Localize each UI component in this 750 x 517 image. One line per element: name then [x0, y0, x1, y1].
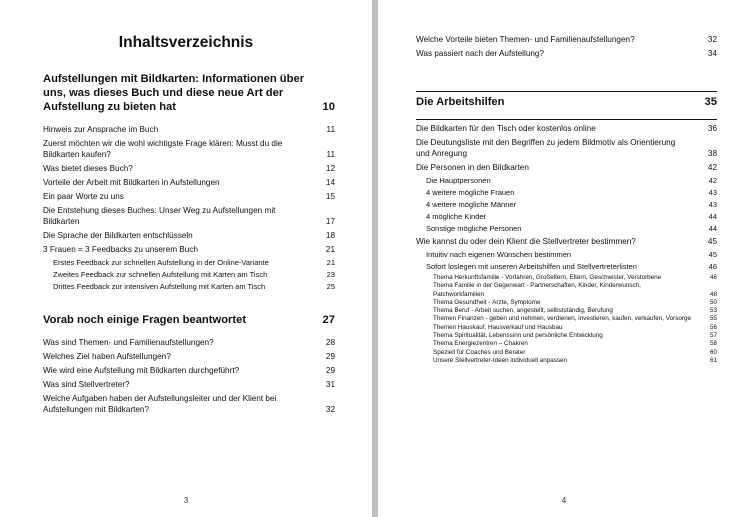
toc-entry-title: 3 Frauen = 3 Feedbacks zu unserem Buch ..... — [43, 244, 335, 255]
toc-entry-title: Die Arbeitshilfen ..... — [416, 95, 717, 109]
toc-page-number: 42 — [708, 176, 717, 185]
toc-entry[interactable] — [43, 393, 335, 415]
toc-page-number: 55 — [709, 315, 717, 323]
toc-entry-title: Vorab noch einige Fragen beantwortet ..... — [43, 313, 335, 327]
toc-entry-title: 4 weitere mögliche Männer ..... — [426, 200, 717, 210]
toc-entry-title: Die Bildkarten für den Tisch oder kostenlos online ..... — [416, 123, 717, 134]
toc-entry[interactable] — [426, 176, 717, 186]
toc-entry[interactable] — [43, 337, 335, 348]
toc-page-number: 28 — [325, 338, 335, 347]
toc-entry-title: Aufstellungen mit Bildkarten: Informationen über uns, was dieses Buch und diese neue Art der Aufstellung zu bieten hat ..... — [43, 72, 335, 114]
toc-entry[interactable] — [433, 274, 717, 282]
page-title: Inhaltsverzeichnis — [118, 34, 254, 51]
toc-page-number: 32 — [707, 35, 717, 44]
toc-page-number: 12 — [325, 164, 335, 173]
toc-page-number: 56 — [709, 323, 717, 331]
toc-entry[interactable] — [416, 236, 717, 247]
toc-page-number: 36 — [707, 124, 717, 133]
toc-page-number: 58 — [709, 340, 717, 348]
toc-entry-title: Was bietet dieses Buch? ..... — [43, 163, 335, 174]
toc-entry-title: Unsere Stellvertreter-Ideen individuell anpassen ..... — [433, 357, 717, 365]
toc-entry[interactable] — [433, 282, 717, 299]
toc-entry-title: Erstes Feedback zur schnellen Aufstellung in der Online-Variante ..... — [53, 258, 335, 268]
toc-entry-title: 4 weitere mögliche Frauen ..... — [426, 188, 717, 198]
toc-entry[interactable] — [43, 379, 335, 390]
toc-entry[interactable] — [43, 230, 335, 241]
page-number: 3 — [183, 496, 189, 505]
toc-entry[interactable] — [433, 324, 717, 332]
table-of-contents — [416, 34, 717, 365]
toc-entry[interactable] — [433, 315, 717, 323]
left-page — [0, 0, 372, 517]
toc-entry[interactable] — [43, 313, 335, 327]
toc-entry[interactable] — [433, 349, 717, 357]
toc-entry-title: Die Sprache der Bildkarten entschlüsseln ..... — [43, 230, 335, 241]
toc-entry[interactable] — [416, 34, 717, 45]
toc-page-number: 42 — [707, 163, 717, 172]
toc-entry[interactable] — [416, 95, 717, 109]
toc-entry-title: Welches Ziel haben Aufstellungen? ..... — [43, 351, 335, 362]
toc-entry[interactable] — [43, 124, 335, 135]
toc-entry-title: Was sind Themen- und Familienaufstellungen? ..... — [43, 337, 335, 348]
toc-entry[interactable] — [43, 163, 335, 174]
toc-entry-title: Die Personen in den Bildkarten ..... — [416, 162, 717, 173]
toc-entry-title: Vorteile der Arbeit mit Bildkarten in Aufstellungen ..... — [43, 177, 335, 188]
toc-entry-title: Drittes Feedback zur intensiven Aufstellung mit Karten am Tisch ..... — [53, 282, 335, 292]
toc-entry[interactable] — [416, 123, 717, 134]
toc-page-number: 57 — [709, 332, 717, 340]
toc-entry[interactable] — [433, 340, 717, 348]
toc-entry[interactable] — [433, 332, 717, 340]
table-of-contents — [43, 72, 335, 418]
toc-page-number: 32 — [325, 405, 335, 414]
toc-entry[interactable] — [416, 48, 717, 59]
toc-entry-title: Was sind Stellvertreter? ..... — [43, 379, 335, 390]
toc-entry-title: Was passiert nach der Aufstellung? ..... — [416, 48, 717, 59]
toc-entry[interactable] — [426, 262, 717, 272]
toc-entry-title: Die Entstehung dieses Buches: Unser Weg zu Aufstellungen mit Bildkarten ..... — [43, 205, 335, 227]
toc-entry-title: Speziell für Coaches und Berater ..... — [433, 349, 717, 357]
toc-entry-title: 4 mögliche Kinder ..... — [426, 212, 717, 222]
toc-page-number: 48 — [709, 290, 717, 298]
toc-entry[interactable] — [433, 307, 717, 315]
toc-entry[interactable] — [43, 244, 335, 255]
toc-entry[interactable] — [426, 250, 717, 260]
toc-page-number: 44 — [708, 212, 717, 221]
toc-page-number: 61 — [709, 356, 717, 364]
section-divider — [416, 91, 717, 92]
toc-entry[interactable] — [416, 137, 717, 159]
toc-entry-title: Thema Energiezentren – Chakren ..... — [433, 340, 717, 348]
toc-page-number: 15 — [325, 192, 335, 201]
toc-entry-title: Themen Finanzen - geben und nehmen, verdienen, investieren, kaufen, verkaufen, Vorsorge ..... — [433, 315, 717, 323]
toc-entry[interactable] — [43, 351, 335, 362]
toc-page-number: 43 — [708, 200, 717, 209]
toc-entry[interactable] — [416, 162, 717, 173]
toc-page-number: 18 — [325, 231, 335, 240]
toc-entry-title: Zuerst möchten wir die wohl wichtigste Frage klären: Musst du die Bildkarten kaufen? ..... — [43, 138, 335, 160]
toc-page-number: 35 — [704, 96, 717, 108]
toc-entry[interactable] — [43, 205, 335, 227]
toc-page-number: 11 — [326, 150, 335, 159]
toc-entry[interactable] — [426, 212, 717, 222]
toc-page-number: 60 — [709, 348, 717, 356]
toc-entry[interactable] — [43, 138, 335, 160]
toc-entry-title: Welche Aufgaben haben der Aufstellungsleiter und der Klient bei Aufstellungen mit Bildkarten? ..... — [43, 393, 335, 415]
toc-page-number: 11 — [326, 125, 335, 134]
toc-entry[interactable] — [43, 177, 335, 188]
toc-page-number: 46 — [708, 262, 717, 271]
section-divider — [416, 119, 717, 120]
toc-page-number: 34 — [707, 49, 717, 58]
toc-page-number: 27 — [322, 314, 335, 326]
toc-entry[interactable] — [53, 270, 335, 280]
toc-entry-title: Ein paar Worte zu uns ..... — [43, 191, 335, 202]
toc-entry-title: Sonstige mögliche Personen ..... — [426, 224, 717, 234]
page-number: 4 — [561, 496, 567, 505]
toc-entry-title: Thema Gesundheit - Ärzte, Symptome ..... — [433, 299, 717, 307]
toc-page-number: 45 — [707, 237, 717, 246]
toc-entry[interactable] — [426, 200, 717, 210]
toc-page-number: 14 — [325, 178, 335, 187]
toc-page-number: 25 — [326, 282, 335, 291]
toc-entry[interactable] — [53, 282, 335, 292]
toc-entry-title: Thema Familie in der Gegenwart - Partnerschaften, Kinder, Kinderwunsch, Patchworkfamilien ..... — [433, 282, 717, 299]
toc-entry[interactable] — [53, 258, 335, 268]
toc-entry[interactable] — [43, 365, 335, 376]
toc-entry-title: Sofort loslegen mit unseren Arbeitshilfen und Stellvertreterlisten ..... — [426, 262, 717, 272]
toc-entry-title: Die Deutungsliste mit den Begriffen zu jedem Bildmotiv als Orientierung und Anregung ..... — [416, 137, 717, 159]
toc-page-number: 53 — [709, 307, 717, 315]
toc-entry-title: Welche Vorteile bieten Themen- und Familienaufstellungen? ..... — [416, 34, 717, 45]
toc-page-number: 10 — [322, 101, 335, 113]
toc-page-number: 45 — [708, 250, 717, 259]
toc-page-number: 31 — [325, 380, 335, 389]
toc-page-number: 21 — [326, 258, 335, 267]
toc-page-number: 44 — [708, 224, 717, 233]
toc-entry-title: Thema Beruf - Arbeit suchen, angestellt, selbstständig, Berufung ..... — [433, 307, 717, 315]
toc-entry[interactable] — [426, 224, 717, 234]
toc-page-number: 38 — [707, 149, 717, 158]
toc-entry-title: Hinweis zur Ansprache im Buch ..... — [43, 124, 335, 135]
toc-page-number: 17 — [325, 217, 335, 226]
toc-entry[interactable] — [43, 72, 335, 114]
toc-entry-title: Wie kannst du oder dein Klient die Stellvertreter bestimmen? ..... — [416, 236, 717, 247]
toc-entry-title: Zweites Feedback zur schnellen Aufstellung mit Karten am Tisch ..... — [53, 270, 335, 280]
toc-entry-title: Themen Hauskauf, Hausverkauf und Hausbau ..... — [433, 324, 717, 332]
toc-entry[interactable] — [433, 299, 717, 307]
toc-entry-title: Wie wird eine Aufstellung mit Bildkarten durchgeführt? ..... — [43, 365, 335, 376]
toc-page-number: 50 — [709, 298, 717, 306]
toc-page-number: 29 — [325, 366, 335, 375]
toc-entry-title: Thema Spiritualität, Lebenssinn und persönliche Entwicklung ..... — [433, 332, 717, 340]
toc-entry-title: Intuitiv nach eigenen Wünschen bestimmen ..... — [426, 250, 717, 260]
toc-page-number: 21 — [325, 245, 335, 254]
toc-page-number: 29 — [325, 352, 335, 361]
toc-entry[interactable] — [43, 191, 335, 202]
toc-page-number: 43 — [708, 188, 717, 197]
toc-page-number: 46 — [709, 274, 717, 281]
toc-entry[interactable] — [426, 188, 717, 198]
toc-entry[interactable] — [433, 357, 717, 365]
toc-entry-title: Die Hauptpersonen ..... — [426, 176, 717, 186]
toc-entry-title: Thema Herkunftsfamilie - Vorfahren, Großeltern, Eltern, Geschwister, Verstorbene ..... — [433, 274, 717, 282]
toc-page-number: 23 — [326, 270, 335, 279]
right-page — [378, 0, 750, 517]
